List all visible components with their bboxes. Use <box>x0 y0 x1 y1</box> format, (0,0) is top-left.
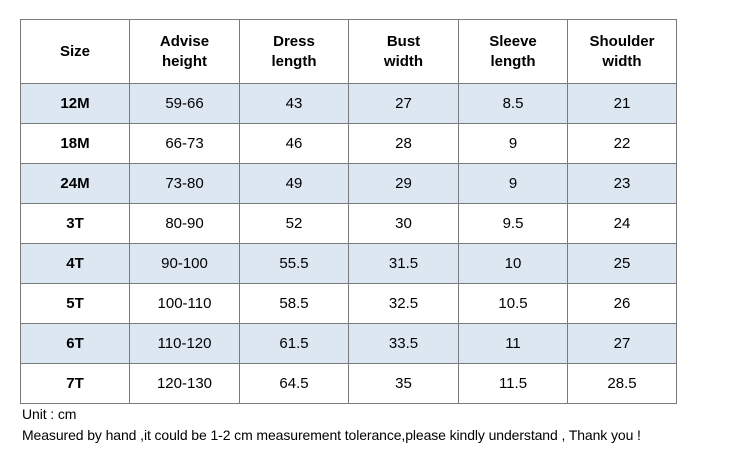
table-row <box>21 124 677 164</box>
advise-height-cell: 100-110 <box>130 284 240 324</box>
bust-width-cell: 31.5 <box>349 244 459 284</box>
header-size: Size <box>21 20 130 84</box>
shoulder-width-cell: 25 <box>568 244 677 284</box>
sleeve-length-cell: 9 <box>459 124 568 164</box>
dress-length-cell: 61.5 <box>240 324 349 364</box>
table-row <box>21 84 677 124</box>
measurement-disclaimer: Measured by hand ,it could be 1-2 cm measurement tolerance,please kindly understand , Thank you ! <box>22 427 641 443</box>
advise-height-cell: 110-120 <box>130 324 240 364</box>
table-row <box>21 324 677 364</box>
advise-height-cell: 59-66 <box>130 84 240 124</box>
size-cell: 24M <box>21 164 130 204</box>
bust-width-cell: 35 <box>349 364 459 404</box>
advise-height-cell: 80-90 <box>130 204 240 244</box>
dress-length-cell: 46 <box>240 124 349 164</box>
sleeve-length-cell: 9 <box>459 164 568 204</box>
sleeve-length-cell: 8.5 <box>459 84 568 124</box>
size-chart-table <box>20 19 677 404</box>
table-row <box>21 284 677 324</box>
shoulder-width-cell: 26 <box>568 284 677 324</box>
sleeve-length-cell: 9.5 <box>459 204 568 244</box>
dress-length-cell: 64.5 <box>240 364 349 404</box>
size-cell: 5T <box>21 284 130 324</box>
bust-width-cell: 27 <box>349 84 459 124</box>
bust-width-cell: 28 <box>349 124 459 164</box>
unit-note: Unit : cm <box>22 406 77 422</box>
shoulder-width-cell: 22 <box>568 124 677 164</box>
bust-width-cell: 33.5 <box>349 324 459 364</box>
table-row <box>21 204 677 244</box>
shoulder-width-cell: 23 <box>568 164 677 204</box>
size-cell: 3T <box>21 204 130 244</box>
header-shoulder-width: Shoulder width <box>568 20 677 84</box>
bust-width-cell: 30 <box>349 204 459 244</box>
sleeve-length-cell: 10.5 <box>459 284 568 324</box>
header-sleeve-length: Sleeve length <box>459 20 568 84</box>
dress-length-cell: 43 <box>240 84 349 124</box>
sleeve-length-cell: 11.5 <box>459 364 568 404</box>
bust-width-cell: 32.5 <box>349 284 459 324</box>
shoulder-width-cell: 27 <box>568 324 677 364</box>
advise-height-cell: 120-130 <box>130 364 240 404</box>
table-row <box>21 164 677 204</box>
table-row <box>21 364 677 404</box>
advise-height-cell: 73-80 <box>130 164 240 204</box>
sleeve-length-cell: 11 <box>459 324 568 364</box>
bust-width-cell: 29 <box>349 164 459 204</box>
table-row <box>21 244 677 284</box>
header-bust-width: Bust width <box>349 20 459 84</box>
advise-height-cell: 66-73 <box>130 124 240 164</box>
advise-height-cell: 90-100 <box>130 244 240 284</box>
footnotes <box>22 404 641 446</box>
shoulder-width-cell: 24 <box>568 204 677 244</box>
sleeve-length-cell: 10 <box>459 244 568 284</box>
dress-length-cell: 52 <box>240 204 349 244</box>
header-advise-height: Advise height <box>130 20 240 84</box>
shoulder-width-cell: 28.5 <box>568 364 677 404</box>
size-cell: 4T <box>21 244 130 284</box>
dress-length-cell: 55.5 <box>240 244 349 284</box>
header-dress-length: Dress length <box>240 20 349 84</box>
header-row <box>21 20 677 84</box>
size-cell: 12M <box>21 84 130 124</box>
size-cell: 7T <box>21 364 130 404</box>
shoulder-width-cell: 21 <box>568 84 677 124</box>
dress-length-cell: 58.5 <box>240 284 349 324</box>
dress-length-cell: 49 <box>240 164 349 204</box>
size-cell: 18M <box>21 124 130 164</box>
size-cell: 6T <box>21 324 130 364</box>
